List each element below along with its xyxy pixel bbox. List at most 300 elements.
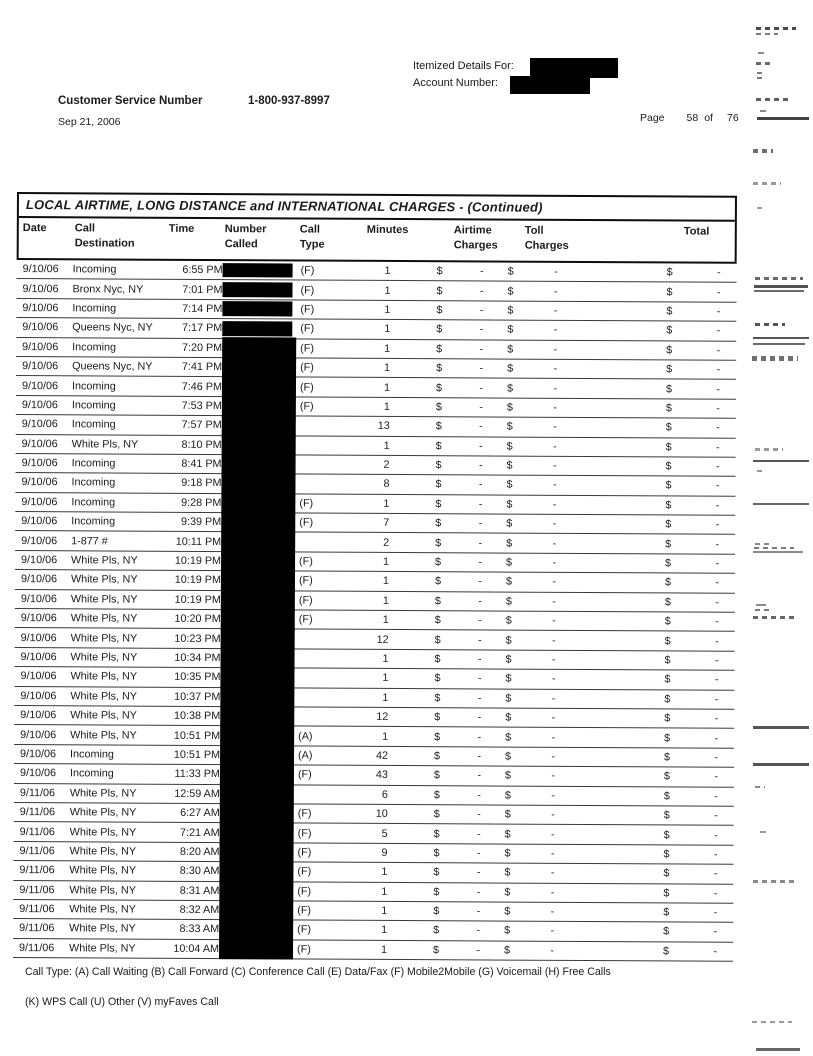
airtime-amount: - <box>478 575 482 588</box>
cell-call-destination: White Pls, NY <box>69 922 136 936</box>
cell-date: 9/10/06 <box>22 340 59 353</box>
cell-airtime-charges <box>388 692 484 705</box>
cell-toll-charges <box>484 789 559 801</box>
redaction-number-called <box>221 531 295 552</box>
redaction-number-called <box>220 706 294 727</box>
scan-artifact <box>757 117 809 120</box>
airtime-amount: - <box>479 285 484 298</box>
toll-currency: $ <box>505 692 512 705</box>
toll-currency: $ <box>504 808 511 821</box>
redaction-number-called <box>222 376 296 397</box>
statement-date: Sep 21, 2006 <box>58 116 121 128</box>
cell-total <box>558 945 733 958</box>
cell-airtime-charges <box>389 634 485 647</box>
cell-minutes: 1 <box>384 342 391 355</box>
table-title: LOCAL AIRTIME, LONG DISTANCE and INTERNATIONAL CHARGES - (Continued) <box>19 194 735 222</box>
call-type-legend-line1: Call Type: (A) Call Waiting (B) Call Forward (C) Conference Call (E) Data/Fax (F) Mobile2Mobile (G) Voicemail (H) Free Calls <box>25 966 611 978</box>
cell-toll-charges <box>486 421 561 433</box>
total-amount: - <box>715 577 719 590</box>
toll-amount: - <box>553 440 557 453</box>
cell-total <box>562 266 737 279</box>
cell-toll-charges <box>483 867 558 879</box>
cell-toll-charges <box>485 576 560 588</box>
toll-currency: $ <box>506 517 513 530</box>
cell-total <box>559 731 734 744</box>
toll-currency: $ <box>506 556 513 569</box>
cell-time: 10:11 PM <box>175 535 222 548</box>
cell-time: 8:41 PM <box>181 457 222 471</box>
cell-airtime-charges <box>388 731 484 744</box>
cell-total <box>561 324 736 337</box>
cell-time: 8:31 AM <box>179 884 220 897</box>
cell-call-type: (F) <box>299 516 314 529</box>
total-amount: - <box>713 867 718 880</box>
toll-currency: $ <box>504 944 511 957</box>
total-currency: $ <box>665 460 672 473</box>
cell-toll-charges <box>484 847 559 859</box>
cell-airtime-charges <box>390 304 486 317</box>
total-amount: - <box>713 848 718 861</box>
cell-date: 9/10/06 <box>21 495 58 509</box>
airtime-currency: $ <box>434 730 441 743</box>
airtime-amount: - <box>478 614 482 627</box>
cell-airtime-charges <box>390 381 486 394</box>
toll-currency: $ <box>505 614 512 627</box>
redaction-itemized-details <box>530 58 618 78</box>
col-header-airtime-charges: Airtime Charges <box>453 224 498 252</box>
cell-number-called <box>222 455 298 474</box>
toll-amount: - <box>553 304 558 317</box>
toll-amount: - <box>552 556 557 569</box>
scan-artifact <box>756 1048 800 1051</box>
total-currency: $ <box>666 344 673 357</box>
cell-minutes: 1 <box>382 575 389 588</box>
col-header-call-destination: Call Destination <box>74 222 135 250</box>
total-currency: $ <box>663 867 670 880</box>
total-currency: $ <box>663 770 670 783</box>
cell-minutes: 1 <box>384 323 391 336</box>
redaction-number-called <box>221 551 295 572</box>
cell-call-type: (A) <box>298 730 313 743</box>
cell-date: 9/11/06 <box>19 786 56 799</box>
redaction-number-called <box>223 263 293 278</box>
cell-call-type: (F) <box>300 361 314 374</box>
cell-time: 9:18 PM <box>181 477 222 490</box>
cell-toll-charges <box>485 537 560 549</box>
cell-date: 9/11/06 <box>19 903 55 916</box>
cell-minutes: 1 <box>382 672 389 685</box>
cell-number-called <box>221 610 297 629</box>
cell-call-type: (F) <box>300 303 315 316</box>
redaction-number-called <box>221 512 295 533</box>
toll-currency: $ <box>507 265 514 278</box>
airtime-amount: - <box>477 711 482 724</box>
cell-minutes: 1 <box>382 594 389 607</box>
cell-date: 9/10/06 <box>22 360 59 373</box>
redaction-number-called <box>221 590 295 611</box>
cell-call-type: (F) <box>298 594 313 607</box>
cell-number-called <box>222 416 298 435</box>
total-amount: - <box>715 538 720 551</box>
toll-amount: - <box>552 595 556 608</box>
cell-minutes: 43 <box>375 769 388 782</box>
page-total: 76 <box>726 112 739 124</box>
scan-artifact <box>755 448 783 451</box>
redaction-number-called <box>219 861 293 882</box>
toll-amount: - <box>551 673 556 686</box>
total-currency: $ <box>663 790 670 803</box>
cell-number-called <box>221 513 297 532</box>
toll-currency: $ <box>506 459 513 472</box>
total-amount: - <box>714 790 718 803</box>
cell-call-destination: White Pls, NY <box>69 942 136 955</box>
airtime-amount: - <box>479 362 484 375</box>
cell-number-called <box>220 707 296 726</box>
cell-number-called <box>221 494 297 513</box>
cell-airtime-charges <box>389 575 485 588</box>
cell-call-destination: White Pls, NY <box>70 670 138 684</box>
cell-date: 9/10/06 <box>19 767 57 780</box>
cell-number-called <box>221 591 297 610</box>
cell-time: 10:04 AM <box>173 942 220 955</box>
airtime-currency: $ <box>435 556 442 569</box>
cell-airtime-charges <box>388 789 484 802</box>
cell-time: 7:53 PM <box>181 399 222 412</box>
cell-call-type: (F) <box>300 264 315 277</box>
cell-call-destination: Incoming <box>71 496 116 509</box>
toll-currency: $ <box>507 304 514 317</box>
scan-artifact <box>752 356 798 361</box>
toll-currency: $ <box>506 440 513 453</box>
cell-call-type: (F) <box>297 768 312 781</box>
cell-toll-charges <box>484 809 559 821</box>
cell-number-called <box>220 746 296 765</box>
cell-total <box>558 867 733 880</box>
scan-artifact <box>754 290 804 292</box>
cell-time: 8:32 AM <box>179 903 220 917</box>
cell-time: 8:30 AM <box>179 865 220 878</box>
airtime-amount: - <box>479 323 484 336</box>
redaction-number-called <box>220 783 294 804</box>
scan-artifact <box>752 1021 792 1023</box>
cell-time: 10:38 PM <box>174 710 221 723</box>
cell-call-destination: White Pls, NY <box>71 437 139 451</box>
page-of-label: of <box>704 112 713 124</box>
cell-minutes: 2 <box>383 459 390 472</box>
cell-toll-charges <box>485 557 560 569</box>
total-currency: $ <box>664 615 671 628</box>
total-currency: $ <box>665 421 672 434</box>
cell-call-destination: White Pls, NY <box>70 593 138 606</box>
toll-amount: - <box>552 634 556 647</box>
airtime-amount: - <box>476 924 481 937</box>
toll-currency: $ <box>505 653 512 666</box>
cell-total <box>558 906 733 919</box>
cell-toll-charges <box>485 653 560 665</box>
airtime-amount: - <box>476 944 481 957</box>
toll-amount: - <box>552 498 557 511</box>
airtime-amount: - <box>477 750 482 763</box>
cell-call-destination: White Pls, NY <box>69 845 137 858</box>
airtime-currency: $ <box>435 517 442 530</box>
cell-call-type: (F) <box>299 555 313 568</box>
redaction-number-called <box>219 900 293 921</box>
cell-minutes: 9 <box>381 846 388 859</box>
total-amount: - <box>714 732 719 745</box>
toll-amount: - <box>551 828 555 841</box>
total-amount: - <box>715 499 720 512</box>
cell-minutes: 5 <box>381 827 388 840</box>
scan-artifact <box>753 551 803 553</box>
total-currency: $ <box>663 887 670 900</box>
scan-artifact <box>755 277 803 280</box>
cell-date: 9/10/06 <box>20 747 57 761</box>
cell-time: 9:39 PM <box>181 516 222 529</box>
redaction-number-called <box>221 473 295 494</box>
toll-currency: $ <box>507 323 514 336</box>
cell-total <box>560 596 735 609</box>
cell-minutes: 1 <box>383 400 390 413</box>
airtime-amount: - <box>476 905 481 918</box>
col-header-number-called: Number Called <box>224 223 267 251</box>
scan-artifact <box>756 33 778 35</box>
total-currency: $ <box>663 828 670 841</box>
toll-currency: $ <box>506 401 513 414</box>
airtime-amount: - <box>479 304 484 317</box>
toll-amount: - <box>553 401 557 414</box>
cell-airtime-charges <box>390 323 486 336</box>
cell-call-destination: White Pls, NY <box>70 612 138 625</box>
scan-artifact <box>757 77 762 79</box>
col-header-call-type: Call Type <box>299 223 325 251</box>
cell-toll-charges <box>483 925 558 937</box>
cell-date: 9/10/06 <box>21 437 58 450</box>
cell-time: 10:51 PM <box>173 748 221 762</box>
toll-amount: - <box>551 808 555 821</box>
cell-minutes: 1 <box>383 439 390 452</box>
table-body <box>13 260 737 962</box>
scan-artifact <box>753 182 781 185</box>
cell-minutes: 1 <box>384 362 391 375</box>
charges-table <box>13 192 737 962</box>
cell-total <box>560 634 735 647</box>
cell-call-type: (F) <box>297 943 311 956</box>
cell-toll-charges <box>484 673 559 685</box>
cell-call-destination: Bronx Nyc, NY <box>72 282 144 296</box>
toll-amount: - <box>552 576 556 589</box>
cell-airtime-charges <box>389 478 485 491</box>
cell-minutes: 12 <box>376 633 389 646</box>
cell-airtime-charges <box>390 285 486 298</box>
airtime-amount: - <box>477 769 481 782</box>
total-amount: - <box>714 751 719 764</box>
scan-artifact <box>755 786 765 788</box>
table-row <box>13 939 733 962</box>
total-amount: - <box>716 421 720 434</box>
total-currency: $ <box>665 479 672 492</box>
cell-date: 9/10/06 <box>20 592 57 606</box>
toll-currency: $ <box>506 498 513 511</box>
toll-currency: $ <box>505 576 513 589</box>
cell-time: 7:14 PM <box>182 302 223 316</box>
airtime-currency: $ <box>434 614 441 627</box>
cell-call-destination: White Pls, NY <box>69 787 137 800</box>
cell-airtime-charges <box>388 672 484 685</box>
cell-date: 9/10/06 <box>20 728 57 741</box>
cell-date: 9/10/06 <box>22 263 59 276</box>
total-currency: $ <box>664 576 672 589</box>
page-label: Page <box>640 112 665 124</box>
cell-time: 10:35 PM <box>174 671 221 684</box>
redaction-number-called <box>219 842 293 863</box>
cell-toll-charges <box>485 479 560 491</box>
cell-number-called <box>219 882 295 901</box>
scan-artifact <box>758 52 764 54</box>
cell-number-called <box>221 571 297 590</box>
toll-amount: - <box>551 692 556 705</box>
redaction-number-called <box>219 939 293 960</box>
scan-artifact <box>753 343 805 345</box>
cell-number-called <box>219 843 295 862</box>
cell-number-called <box>223 261 299 280</box>
airtime-amount: - <box>476 866 481 879</box>
airtime-currency: $ <box>434 633 441 646</box>
scan-artifact <box>755 609 771 611</box>
airtime-currency: $ <box>435 498 442 511</box>
cell-date: 9/10/06 <box>20 670 57 683</box>
cell-toll-charges <box>486 304 561 316</box>
cell-minutes: 1 <box>383 555 390 568</box>
cell-date: 9/10/06 <box>22 321 59 334</box>
cell-total <box>561 421 736 434</box>
toll-currency: $ <box>506 382 514 395</box>
cell-call-destination: Incoming <box>72 341 117 354</box>
redaction-number-called <box>221 648 295 669</box>
redaction-number-called <box>222 454 296 475</box>
toll-currency: $ <box>505 711 512 724</box>
cell-call-destination: White Pls, NY <box>70 728 137 742</box>
cell-minutes: 1 <box>381 866 388 879</box>
cell-airtime-charges <box>390 420 486 433</box>
cell-call-type: (F) <box>299 381 314 394</box>
airtime-currency: $ <box>433 827 440 840</box>
cell-time: 7:46 PM <box>181 380 223 393</box>
total-currency: $ <box>666 285 673 299</box>
table-column-headers <box>19 218 735 262</box>
cell-call-type: (F) <box>300 284 315 297</box>
cell-time: 10:34 PM <box>174 651 221 665</box>
cell-airtime-charges <box>388 769 484 782</box>
cell-call-destination: White Pls, NY <box>69 825 137 839</box>
total-currency: $ <box>665 382 673 395</box>
airtime-currency: $ <box>436 323 443 336</box>
col-header-date: Date <box>22 222 47 235</box>
cell-number-called <box>222 436 298 455</box>
scan-artifact <box>755 323 785 326</box>
cell-toll-charges <box>487 266 562 278</box>
redaction-number-called <box>220 725 294 746</box>
cell-date: 9/10/06 <box>21 476 58 489</box>
cell-number-called <box>222 397 298 416</box>
total-currency: $ <box>663 848 670 861</box>
cell-call-type: (F) <box>300 342 315 355</box>
airtime-currency: $ <box>435 420 442 433</box>
cell-airtime-charges <box>388 827 484 840</box>
cell-number-called <box>222 377 298 396</box>
cell-toll-charges <box>485 595 560 607</box>
total-amount: - <box>714 771 718 784</box>
cell-airtime-charges <box>387 944 483 957</box>
total-currency: $ <box>663 809 670 822</box>
toll-amount: - <box>550 944 555 957</box>
cell-minutes: 12 <box>376 711 389 724</box>
total-currency: $ <box>665 557 672 570</box>
cell-minutes: 2 <box>383 536 390 549</box>
total-currency: $ <box>664 673 671 686</box>
airtime-currency: $ <box>433 808 440 821</box>
total-amount: - <box>716 441 720 454</box>
toll-currency: $ <box>504 925 511 938</box>
redaction-number-called <box>219 880 293 901</box>
cell-time: 10:19 PM <box>174 593 221 606</box>
cell-time: 10:20 PM <box>174 613 221 626</box>
toll-amount: - <box>553 362 558 375</box>
airtime-amount: - <box>479 381 484 394</box>
airtime-amount: - <box>478 478 483 491</box>
scan-artifact <box>753 763 809 766</box>
airtime-currency: $ <box>435 459 442 472</box>
toll-currency: $ <box>505 731 512 744</box>
cell-date: 9/11/06 <box>19 806 56 819</box>
cell-call-type: (F) <box>297 826 312 840</box>
redaction-number-called <box>222 337 296 358</box>
cell-total <box>558 887 733 900</box>
total-amount: - <box>713 906 718 919</box>
col-header-total: Total <box>683 225 710 238</box>
total-amount: - <box>713 926 718 939</box>
total-currency: $ <box>666 363 673 376</box>
cell-airtime-charges <box>389 556 485 569</box>
cell-total <box>559 790 734 803</box>
redaction-number-called <box>222 282 292 297</box>
toll-amount: - <box>550 847 555 860</box>
airtime-currency: $ <box>435 478 442 491</box>
cell-call-destination: Incoming <box>71 476 116 490</box>
cell-toll-charges <box>485 498 560 510</box>
cell-call-type: (F) <box>298 613 313 626</box>
redaction-number-called <box>222 415 296 436</box>
cell-date: 9/11/06 <box>19 922 55 935</box>
toll-currency: $ <box>507 343 514 356</box>
cell-number-called <box>221 552 297 571</box>
cell-date: 9/11/06 <box>19 883 55 896</box>
total-amount: - <box>716 363 721 376</box>
airtime-currency: $ <box>435 439 442 452</box>
total-currency: $ <box>664 712 671 725</box>
cell-total <box>558 925 733 938</box>
cell-number-called <box>222 358 298 377</box>
cell-minutes: 1 <box>383 381 391 394</box>
cell-toll-charges <box>484 731 559 743</box>
toll-amount: - <box>552 615 556 628</box>
cell-toll-charges <box>484 692 559 704</box>
cell-airtime-charges <box>389 537 485 550</box>
redaction-number-called <box>221 493 295 514</box>
cell-airtime-charges <box>389 498 485 511</box>
redaction-number-called <box>220 745 294 766</box>
cell-call-destination: White Pls, NY <box>69 864 137 877</box>
toll-currency: $ <box>507 362 514 375</box>
